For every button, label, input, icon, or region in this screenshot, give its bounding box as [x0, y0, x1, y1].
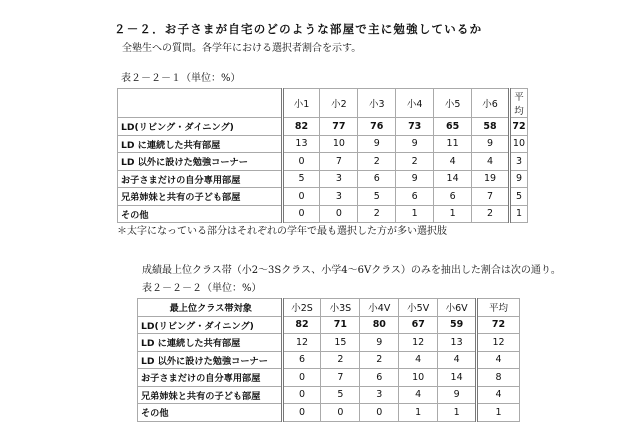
table-row [118, 118, 528, 136]
cell-value: 76 [358, 118, 396, 136]
cell-value: 8 [477, 369, 520, 387]
row-label: その他 [118, 205, 283, 223]
row-label: 兄弟姉妹と共有の子ども部屋 [118, 188, 283, 206]
cell-value: 0 [282, 153, 320, 171]
cell-value: 12 [399, 334, 438, 352]
cell-value: 77 [320, 118, 358, 136]
column-header: 小4V [360, 299, 399, 317]
cell-value: 82 [282, 316, 321, 334]
cell-value: 5 [358, 188, 396, 206]
row-label: 兄弟姉妹と共有の子ども部屋 [138, 386, 283, 404]
header-row [118, 89, 528, 118]
table-row [138, 316, 520, 334]
cell-value: 71 [321, 316, 360, 334]
table2-caption: 表２－２－２（単位：%） [142, 283, 262, 294]
cell-value: 2 [358, 205, 396, 223]
cell-value: 2 [360, 351, 399, 369]
cell-value: 59 [438, 316, 477, 334]
section-subtitle: 全塾生への質問。各学年における選択者割合を示す。 [122, 43, 362, 54]
cell-value: 10 [399, 369, 438, 387]
cell-value: 6 [434, 188, 472, 206]
header-label: 最上位クラス帯対象 [138, 299, 283, 317]
row-label: お子さまだけの自分専用部屋 [138, 369, 283, 387]
cell-value: 2 [358, 153, 396, 171]
cell-value: 0 [282, 386, 321, 404]
cell-value: 12 [282, 334, 321, 352]
cell-value: 7 [321, 369, 360, 387]
column-header: 平均 [509, 89, 527, 118]
table-row [138, 334, 520, 352]
table-row [138, 351, 520, 369]
row-label: LD(リビング・ダイニング) [118, 118, 283, 136]
cell-value: 1 [477, 404, 520, 422]
cell-value: 7 [320, 153, 358, 171]
table-row [118, 153, 528, 171]
cell-value: 6 [282, 351, 321, 369]
table-by-grade [117, 88, 528, 223]
cell-value: 1 [399, 404, 438, 422]
cell-value: 1 [396, 205, 434, 223]
cell-value: 19 [472, 170, 510, 188]
cell-value: 3 [320, 170, 358, 188]
table-row [118, 188, 528, 206]
cell-value: 10 [320, 135, 358, 153]
column-header: 小6V [438, 299, 477, 317]
cell-value: 9 [438, 386, 477, 404]
column-header: 小1 [282, 89, 320, 118]
cell-value: 0 [282, 369, 321, 387]
table-row [118, 170, 528, 188]
cell-value: 0 [321, 404, 360, 422]
table-row [138, 404, 520, 422]
cell-value: 3 [360, 386, 399, 404]
cell-value: 80 [360, 316, 399, 334]
cell-value: 4 [472, 153, 510, 171]
cell-value: 9 [509, 170, 527, 188]
column-header: 小2 [320, 89, 358, 118]
row-label: LD 以外に設けた勉強コーナー [118, 153, 283, 171]
bold-note: ＊太字になっている部分はそれぞれの学年で最も選択した方が多い選択肢 [117, 226, 447, 237]
table-row [138, 369, 520, 387]
cell-value: 1 [434, 205, 472, 223]
table-row [118, 135, 528, 153]
row-label: LD に連続した共有部屋 [138, 334, 283, 352]
column-header: 小2S [282, 299, 321, 317]
cell-value: 0 [282, 205, 320, 223]
cell-value: 14 [434, 170, 472, 188]
cell-value: 4 [477, 386, 520, 404]
cell-value: 9 [472, 135, 510, 153]
cell-value: 4 [399, 386, 438, 404]
table-row [138, 386, 520, 404]
cell-value: 13 [282, 135, 320, 153]
cell-value: 6 [360, 369, 399, 387]
cell-value: 72 [477, 316, 520, 334]
row-label: LD 以外に設けた勉強コーナー [138, 351, 283, 369]
cell-value: 6 [358, 170, 396, 188]
cell-value: 0 [282, 188, 320, 206]
cell-value: 10 [509, 135, 527, 153]
cell-value: 11 [434, 135, 472, 153]
header-row [138, 299, 520, 317]
section-heading: ２－２．お子さまが自宅のどのような部屋で主に勉強しているか [114, 22, 483, 36]
cell-value: 9 [360, 334, 399, 352]
cell-value: 15 [321, 334, 360, 352]
column-header: 平均 [477, 299, 520, 317]
cell-value: 73 [396, 118, 434, 136]
cell-value: 5 [509, 188, 527, 206]
cell-value: 65 [434, 118, 472, 136]
column-header: 小6 [472, 89, 510, 118]
column-header: 小3S [321, 299, 360, 317]
cell-value: 5 [321, 386, 360, 404]
table1-caption: 表２－２－１（単位：%） [121, 73, 241, 84]
column-header: 小5 [434, 89, 472, 118]
cell-value: 4 [438, 351, 477, 369]
cell-value: 7 [472, 188, 510, 206]
cell-value: 4 [434, 153, 472, 171]
top-class-intro: 成績最上位クラス帯（小2～3Sクラス、小学4～6Vクラス）のみを抽出した割合は次の通り。 [142, 265, 561, 276]
row-label: お子さまだけの自分専用部屋 [118, 170, 283, 188]
table-top-class [137, 298, 520, 422]
cell-value: 13 [438, 334, 477, 352]
cell-value: 82 [282, 118, 320, 136]
cell-value: 1 [509, 205, 527, 223]
cell-value: 0 [360, 404, 399, 422]
row-label: LD に連続した共有部屋 [118, 135, 283, 153]
cell-value: 5 [282, 170, 320, 188]
cell-value: 2 [472, 205, 510, 223]
cell-value: 4 [399, 351, 438, 369]
cell-value: 12 [477, 334, 520, 352]
row-label: LD(リビング・ダイニング) [138, 316, 283, 334]
cell-value: 58 [472, 118, 510, 136]
cell-value: 3 [509, 153, 527, 171]
column-header: 小4 [396, 89, 434, 118]
cell-value: 9 [396, 170, 434, 188]
cell-value: 14 [438, 369, 477, 387]
cell-value: 2 [321, 351, 360, 369]
cell-value: 3 [320, 188, 358, 206]
cell-value: 0 [282, 404, 321, 422]
cell-value: 9 [358, 135, 396, 153]
cell-value: 2 [396, 153, 434, 171]
cell-value: 72 [509, 118, 527, 136]
table-row [118, 205, 528, 223]
cell-value: 9 [396, 135, 434, 153]
header-label [118, 89, 283, 118]
cell-value: 4 [477, 351, 520, 369]
cell-value: 1 [438, 404, 477, 422]
cell-value: 67 [399, 316, 438, 334]
column-header: 小3 [358, 89, 396, 118]
row-label: その他 [138, 404, 283, 422]
cell-value: 0 [320, 205, 358, 223]
cell-value: 6 [396, 188, 434, 206]
column-header: 小5V [399, 299, 438, 317]
